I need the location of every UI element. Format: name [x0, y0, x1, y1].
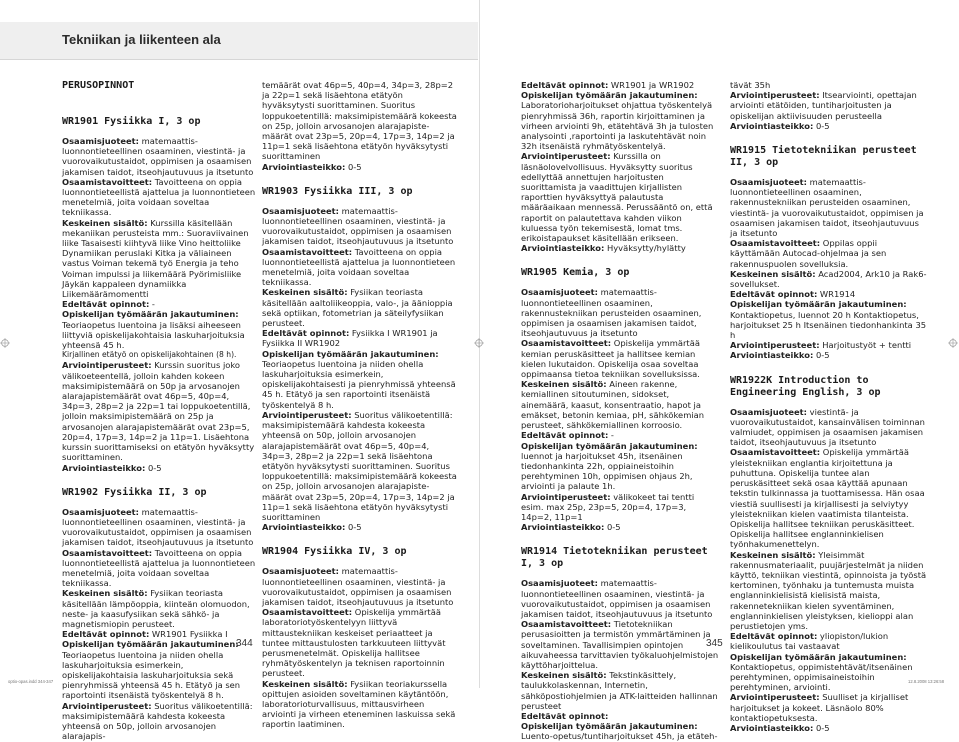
field-text: yliopiston/lukion kielikoulutus tai vastaavat: [730, 631, 889, 652]
course-paragraph: [262, 607, 458, 678]
field-text: 0-5: [145, 462, 162, 473]
course-paragraph: [730, 447, 928, 549]
course-heading: WR1914 Tietotekniikan perusteet I, 3 op: [521, 546, 708, 570]
field-text: -: [149, 299, 155, 310]
course-paragraph: [262, 247, 458, 288]
course-paragraph: [521, 287, 719, 338]
field-label: Edeltävät opinnot:: [521, 710, 609, 721]
right-page: [481, 0, 959, 742]
course-paragraph: [62, 218, 258, 300]
header-band: [0, 22, 478, 60]
field-label: Osaamistavoitteet:: [730, 447, 821, 458]
field-text: Fysiikka I WR1901 ja Fysiikka II WR1902: [262, 328, 438, 349]
course-paragraph: [262, 566, 458, 607]
course-paragraph: [262, 522, 458, 532]
course-paragraph: [262, 287, 458, 328]
course-paragraph: [521, 492, 719, 523]
field-text: Kurssilla käsitellään mekaniikan perusteista mm.: Suoraviivainen liike Tasaisesti kiihtyvä liike Vino heittoliike Dynamiikan peruslaki Kitka ja väliaineen vastus Voiman tekemä työ Energia ja teho Voiman impulssi ja liikemäärä Pyörimisliike Jäykän kappaleen dynamiikka Liikemäärämomentti: [62, 217, 249, 300]
field-text: Fysiikan teoriasta käsitellään aaltoliikeoppia, valo-, ja äänioppia sekä optiikan, fotometrian ja säteilyfysiikan perusteet.: [262, 287, 453, 329]
course-paragraph: [521, 338, 719, 379]
left-column-1: [62, 80, 258, 741]
field-label: Osaamisjuoteet:: [730, 177, 808, 188]
field-label: Osaamisjuoteet:: [521, 287, 599, 298]
course-paragraph: [521, 441, 719, 492]
right-column-2: [730, 80, 928, 733]
course-heading: WR1905 Kemia, 3 op: [521, 267, 630, 279]
field-text: Aineen rakenne, kemiallinen sitoutuminen, sidokset, ainemäärä, kaasut, konsentraatio, hapot ja emäkset, betonin kemiaa, pH, sähkökemian perusteet, sähkökemiallinen korroosio.: [521, 379, 705, 431]
field-label: Opiskelijan työmäärän jakautuminen:: [730, 299, 907, 310]
field-text: WR1914: [817, 289, 856, 300]
field-label: Edeltävät opinnot:: [62, 629, 150, 640]
field-text: WR1901 ja WR1902: [608, 80, 695, 90]
field-label: Edeltävät opinnot:: [62, 299, 150, 310]
field-text: Suoritus välikoetentillä: maksimipistemäärä kahdesta kokeesta yhteensä on 50p, jolloin arvosanojen alarajapis-: [62, 700, 253, 742]
course-paragraph: [730, 238, 928, 269]
field-text: 0-5: [345, 161, 362, 172]
field-label: Keskeinen sisältö:: [521, 379, 607, 390]
field-label: Arviointiperusteet:: [262, 409, 352, 420]
field-text: Harjoitustyöt + tentti: [819, 340, 912, 351]
course-paragraph: [521, 430, 719, 440]
course-paragraph: [521, 243, 719, 253]
field-label: Arviointiperusteet:: [730, 90, 820, 101]
field-text: WR1901 Fysiikka I: [149, 629, 228, 640]
course-paragraph: [262, 410, 458, 522]
field-text: Laboratorioharjoitukset ohjattua työskentelyä pienryhmissä 36h, raportin kirjoittaminen ja virheen arviointi 9h, etätehtävä 3h ja tulosten analysointi ,raportointi ja laskutehtävät noin 32h itsenäistä ryhmätyöskentelyä.: [521, 100, 714, 152]
course-paragraph: [730, 407, 928, 448]
field-label: Opiskelijan työmäärän jakautuminen:: [521, 440, 698, 451]
field-label: Opiskelijan työmäärän jakautuminen:: [262, 348, 439, 359]
field-label: Osaamisjuoteet:: [730, 406, 808, 417]
field-label: Arviointiasteikko:: [730, 350, 814, 361]
field-text: matemaattis-luonnontieteellinen osaaminen, rakennustekniikan perusteiden osaaminen, viestintä- ja vuorovaikutustaidot, oppimisen ja osaamisen jakamisen taidot, itseohjautuvuus ja itsetunto: [730, 177, 924, 239]
course-paragraph: [262, 679, 458, 730]
field-label: Osaamistavoitteet:: [521, 338, 612, 349]
field-text: 0-5: [813, 350, 830, 361]
page-header-title: Tekniikan ja liikenteen ala: [62, 32, 221, 47]
field-label: Keskeinen sisältö:: [730, 268, 816, 279]
course-paragraph: [730, 350, 928, 360]
field-label: Arviointiperusteet:: [521, 491, 611, 502]
field-text: Oppilas oppii käyttämään Autocad-ohjelmaa ja sen rakennuspuolen sovelluksia.: [730, 238, 887, 269]
field-label: Osaamisjuoteet:: [62, 136, 140, 146]
field-text: matemaattis-luonnontieteellinen osaaminen, viestintä- ja vuorovaikutustaidot, oppimisen ja osaamisen jakamisen taidot, itseohjautuvuus ja itsetunto: [262, 205, 454, 247]
field-text: Tekstinkäsittely, taulukkolaskennan, Internetin, sähköpostiohjelmien ja ATK-laitteiden hallinnan perusteet: [521, 670, 718, 711]
field-text: 0-5: [813, 722, 830, 733]
field-label: Arviointiperusteet:: [62, 700, 152, 711]
field-text: 0-5: [813, 120, 830, 131]
course-paragraph: [62, 548, 258, 589]
course-heading: WR1915 Tietotekniikan perusteet II, 3 op: [730, 145, 917, 169]
course-paragraph: [730, 121, 928, 131]
field-text: luennot ja harjoitukset 45h, itsenäinen tiedonhankinta 22h, oppiaineistoihin perehtyminen 10h, oppimisen ohjaus 2h, arviointi ja palaute 1h.: [521, 450, 693, 492]
course-paragraph: [730, 652, 928, 693]
field-label: Opiskelijan työmäärän jakautuminen:: [62, 639, 239, 650]
field-text: Yleisimmät rakennusmateriaalit, puujärjestelmät ja niiden käyttö, tekniikan viestintä, opinnoista ja työstä kertominen, työnhaku ja tuntemusta muista englanninkielisistä kielisistä maista, rakennetekniikan kielen syventäminen, englanninkielisen yleistyksen, kielioppi alan perustietojen yms.: [730, 549, 927, 631]
course-paragraph: [521, 578, 719, 619]
field-text: Kurssin suoritus joko välikoeteentellä, jolloin kahden kokeen maksimipistemäärä on 50p ja arvosanojen alarajapistemäärät ovat 46p=5, 40p=4, 34p=3, 28p=2 ja 22p=1 tai loppukoetentillä, jolloin maksimipistemäärä on 25p ja arvosanojen alarajapistemäärät ovat 23p=5, 20p=4, 17p=3, 14p=2 ja 11p=1. Lisäehtona kurssin suorittamiseksi on etätyön hyväksytty suorittaminen.: [62, 360, 255, 463]
field-text: -: [608, 430, 614, 441]
course-paragraph: [62, 701, 258, 742]
left-column-2: [262, 80, 458, 730]
field-text: Tavoitteena on oppia luonnontieteellistä ajattelua ja luonnontieteen menetelmiä, joita voidaan soveltaa tekniikassa.: [262, 246, 456, 288]
crop-mark-icon: [474, 338, 484, 348]
field-text: matemaattis-luonnontieteellinen osaaminen, rakennustekniikan perusteiden osaaminen, oppimisen ja osaamisen jakamisen taidot, itseohjautuvuus ja itsetunto: [521, 287, 702, 339]
field-label: Arviointiperusteet:: [62, 360, 152, 371]
course-heading: WR1903 Fysiikka III, 3 op: [262, 185, 413, 197]
field-text: Suoritus välikoetentillä: maksimipistemäärä kahdesta kokeesta yhteensä on 50p, jolloin arvosanojen alarajapistemäärät ovat 46p=5, 40p=4, 34p=3, 28p=2 ja 22p=1 sekä lisäehtona etätyön hyväksytysti suorittaminen. Suoritus loppukoetentillä: maksimipistemäärä kokeesta on 25p, jolloin arvosanojen alarajapiste- määrät ovat 23p=5, 20p=4, 17p=3, 14p=2 ja 11p=1 sekä lisäehtona etätyön hyväksytysti suorittaminen: [262, 409, 457, 522]
field-label: Opiskelijan työmäärän jakautuminen:: [730, 651, 907, 662]
field-label: Arviointiasteikko:: [730, 722, 814, 733]
course-paragraph: [730, 550, 928, 632]
footer-left: optio-opas.indd 344-347: [8, 679, 54, 684]
field-text: Kontaktiopetus, luennot 20 h Kontaktiopetus, harjoitukset 25 h Itsenäinen tiedonhankinta 35 h: [730, 309, 927, 341]
course-paragraph: [730, 177, 928, 238]
field-text: Teoriaopetus luentoina ja niiden ohella laskuharjoituksia esimerkein, opiskelijakohtaisia laskuharjoituksia sekä pienryhmissä yhteensä 45 h. Etätyö ja sen raportointi itsenäistä työskentelyä 8 h.: [62, 649, 241, 701]
field-label: Arviointiasteikko:: [521, 243, 605, 254]
field-label: Opiskelijan työmäärän jakautuminen:: [62, 309, 239, 320]
field-text: Hyväksytty/hylätty: [604, 243, 686, 254]
course-paragraph: [521, 721, 719, 741]
field-label: Osaamistavoitteet:: [62, 176, 153, 187]
course-paragraph: [262, 206, 458, 247]
course-paragraph: [62, 309, 258, 350]
field-label: Arviointiasteikko:: [262, 161, 346, 172]
field-text: Kontaktiopetus, oppimistehtävät/itsenäinen perehtyminen, oppimisaineistoihin perehtyminen, arviointi.: [730, 661, 913, 693]
course-paragraph: [62, 629, 258, 639]
course-paragraph: [730, 631, 928, 651]
field-label: Keskeinen sisältö:: [262, 287, 348, 298]
course-paragraph: [62, 639, 258, 700]
field-label: Arviointiperusteet:: [730, 692, 820, 703]
course-paragraph: [730, 340, 928, 350]
field-label: Edeltävät opinnot:: [730, 289, 818, 300]
field-label: Arviointiasteikko:: [730, 120, 814, 131]
field-label: Osaamistavoitteet:: [521, 619, 612, 630]
page-number-left: 344: [236, 638, 253, 649]
field-label: Osaamistavoitteet:: [730, 238, 821, 249]
field-text: Teoriaopetus luentoina ja lisäksi aiheeseen liittyviä opiskelijakohtaisia laskuharjoituksia yhteensä 45 h.: [62, 319, 245, 351]
course-paragraph: [521, 379, 719, 430]
field-label: Arviointiasteikko:: [62, 462, 146, 473]
field-text: matemaattis-luonnontieteellinen osaaminen, viestintä- ja vuorovaikutustaidot, oppimisen ja osaamisen jakamisen taidot, itseohjautuvuus ja itsetunto: [262, 566, 454, 607]
course-paragraph: [62, 177, 258, 218]
course-paragraph: [62, 588, 258, 629]
field-label: Opiskelijan työmäärän jakautuminen:: [521, 721, 698, 732]
course-paragraph: [262, 162, 458, 172]
field-label: Osaamistavoitteet:: [262, 246, 353, 257]
crop-mark-icon: [948, 338, 958, 348]
field-label: Arviointiperusteet:: [521, 151, 611, 162]
left-page: [0, 0, 478, 742]
field-text: Luento-opetus/tuntiharjoitukset 45h, ja etäteh-: [521, 731, 718, 742]
course-paragraph: [730, 90, 928, 121]
field-text: 0-5: [604, 522, 621, 533]
field-text: Teoriaopetus luentoina ja niiden ohella laskuharjoituksia esimerkein, opiskelijakohtaisesti ja pienryhmissä yhteensä 45 h. Etätyö ja sen raportointi itsenäistä työskentelyä 8 h.: [262, 358, 456, 410]
field-label: Keskeinen sisältö:: [62, 217, 148, 228]
field-text: Opiskelija ymmärtää kemian peruskäsitteet ja hallitsee kemian kielen lukutaidon. Opiskelija osaa soveltaa oppimaansa tietoa tekniikan sovelluksissa.: [521, 338, 700, 380]
crop-mark-icon: [0, 338, 10, 348]
course-paragraph: [521, 670, 719, 711]
course-paragraph: [521, 522, 719, 532]
page-number-right: 345: [706, 638, 723, 649]
field-label: Edeltävät opinnot:: [521, 430, 609, 441]
field-text: matemaattis-luonnontieteellinen osaaminen, viestintä- ja vuorovaikutustaidot, oppimisen ja osaamisen jakamisen taidot, itseohjautuvuus ja itsetunto: [521, 578, 713, 619]
field-text: 0-5: [345, 522, 362, 533]
course-heading: WR1902 Fysiikka II, 3 op: [62, 486, 207, 498]
section-heading: PERUSOPINNOT: [62, 80, 135, 91]
field-label: Osaamistavoitteet:: [62, 547, 153, 558]
course-paragraph: [730, 269, 928, 289]
field-label: Arviointiasteikko:: [262, 522, 346, 533]
course-heading: WR1922K Introduction to Engineering English, 3 op: [730, 374, 881, 398]
course-paragraph: [262, 80, 458, 162]
field-label: Keskeinen sisältö:: [730, 549, 816, 560]
course-paragraph: [62, 360, 258, 462]
field-text: Suulliset ja kirjalliset harjoitukset ja kokeet. Läsnäolo 80% kontaktiopetuksesta.: [730, 692, 909, 723]
course-paragraph: [262, 349, 458, 410]
course-heading: WR1901 Fysiikka I, 3 op: [62, 116, 201, 127]
field-label: Arviointiperusteet:: [730, 340, 820, 351]
field-label: Osaamisjuoteet:: [262, 205, 340, 216]
field-text: välikokeet tai tentti esim. max 25p, 23p=5, 20p=4, 17p=3, 14p=2, 11p=1: [521, 491, 695, 522]
course-paragraph: [62, 350, 258, 360]
course-heading: WR1904 Fysiikka IV, 3 op: [262, 546, 407, 558]
course-paragraph: [521, 711, 719, 721]
course-paragraph: [62, 136, 258, 177]
field-text: Tietotekniikan perusasioitten ja termistön ymmärtäminen ja soveltaminen. Tavallisimpien opintojen aikuvaheessa tarvittavien työkaluohjelmistojen käyttöharjoittelua.: [521, 619, 719, 670]
course-paragraph: [521, 80, 719, 90]
field-text: Kirjallinen etätyö on opiskelijakohtainen (8 h).: [62, 350, 237, 360]
field-label: Edeltävät opinnot:: [521, 80, 609, 90]
field-text: Itsearviointi, opettajan arviointi etätöiden, tuntiharjoitusten ja opiskelijan aktiivisuuden perusteella: [730, 90, 917, 121]
course-paragraph: [730, 80, 928, 90]
field-label: Keskeinen sisältö:: [521, 670, 607, 681]
field-text: Opiskelija ymmärtää laboratoriotyöskentelyyn liittyvä mittaustekniikan keskeiset periaatteet ja tuntee mittaustulosten tarkkuuteen liittyvät perusmenetelmät. Opiskelija hallitsee ryhmätyöskentelyn ja teknisen raportoinnin perusteet.: [262, 607, 446, 679]
field-label: Keskeinen sisältö:: [62, 588, 148, 599]
course-paragraph: [62, 463, 258, 473]
course-paragraph: [521, 619, 719, 670]
field-text: Tavoitteena on oppia luonnontieteellistä ajattelua ja luonnontieteen menetelmiä, joita voidaan soveltaa tekniikassa.: [62, 176, 256, 218]
field-text: matemaattis-luonnontieteellinen osaaminen, viestintä- ja vuorovaikutustaidot, oppimisen ja osaamisen jakamisen taidot, itseohjautuvuus ja itsetunto: [62, 136, 254, 177]
field-text: viestintä- ja vuorovaikutustaidot, kansainvälisen toiminnan valmiudet, oppimisen ja osaamisen jakamisen taidot, itseohjautuvuus ja itsetunto: [730, 406, 925, 448]
field-label: Arviointiasteikko:: [521, 522, 605, 533]
course-paragraph: [62, 507, 258, 548]
field-text: Acad2004, Ark10 ja Rak6-sovellukset.: [730, 268, 927, 290]
footer-right: 12.8.2008 13:26:58: [908, 679, 945, 684]
field-label: Osaamisjuoteet:: [521, 578, 599, 589]
field-label: Edeltävät opinnot:: [730, 631, 818, 642]
field-label: Osaamisjuoteet:: [262, 566, 340, 577]
field-text: Fysiikan teoriakurssella opittujen asioiden soveltaminen käytäntöön, laboratorioturvallisuus, mittausvirheen arviointi ja virheen eteneminen laskuissa sekä raportin laatiminen.: [262, 678, 456, 730]
field-text: temäärät ovat 46p=5, 40p=4, 34p=3, 28p=2 ja 22p=1 sekä lisäehtona etätyön hyväksytysti suorittaminen. Suoritus loppukoetentillä: maksimipistemäärä kokeesta on 25p, jolloin arvosanojen alarajapiste- määrät ovat 23p=5, 20p=4, 17p=3, 14p=2 ja 11p=1 sekä lisäehtona etätyön hyväksytysti suorittaminen: [262, 80, 457, 162]
right-column-1: [521, 80, 719, 742]
field-text: Kurssilla on läsnäolovelvollisuus. Hyväksytty suoritus edellyttää annettujen harjoitusten suorittamista ja vaadittujen kirjallisten raporttien hyväksyttyä palautusta määräaikaan mennessä. Perussääntö on, että raportit on palautettava kahden viikon kuluessa työn tekemisestä, lomat tms. erikoistapaukset käsitellään erikseen.: [521, 151, 713, 244]
field-label: Osaamistavoitteet:: [262, 607, 353, 618]
course-paragraph: [730, 692, 928, 723]
course-paragraph: [262, 328, 458, 348]
field-label: Opiskelijan työmäärän jakautuminen:: [521, 90, 698, 101]
field-text: Fysiikan teoriasta käsitellään lämpöoppia, kiinteän olomuodon, neste- ja kaasufysiikan sekä sähkö- ja magnetismiopin perusteet.: [62, 588, 250, 629]
course-paragraph: [730, 289, 928, 299]
course-paragraph: [521, 90, 719, 151]
course-paragraph: [62, 299, 258, 309]
field-text: Opiskelija ymmärtää yleistekniikan englantia kirjoitettuna ja puhuttuna. Opiskelija tuntee alan peruskäsitteet sekä osaa käyttää apunaan tekstin tulkinnassa ja tuottamisessa. Hän osaa viestiä suullisesti ja kirjallisesti ja selviytyy yleistekniikan kielen vaatimista tilanteista. Opiskelija hallitsee tekniikan peruskäsitteet. Opiskelija hallitsee englanninkielisen työnhakumenettelyn.: [730, 447, 925, 550]
course-paragraph: [521, 151, 719, 243]
field-text: Tavoitteena on oppia luonnontieteellistä ajattelua ja luonnontieteen menetelmiä, joita voidaan soveltaa tekniikassa.: [62, 547, 256, 589]
field-label: Osaamisjuoteet:: [62, 506, 140, 517]
field-label: Edeltävät opinnot:: [262, 328, 350, 339]
course-paragraph: [730, 723, 928, 733]
field-text: tävät 35h: [730, 80, 771, 90]
field-text: matemaattis-luonnontieteellinen osaaminen, viestintä- ja vuorovaikutustaidot, oppimisen ja osaamisen jakamisen taidot, itseohjautuvuus ja itsetunto: [62, 506, 254, 548]
field-label: Keskeinen sisältö:: [262, 678, 348, 689]
course-paragraph: [730, 299, 928, 340]
